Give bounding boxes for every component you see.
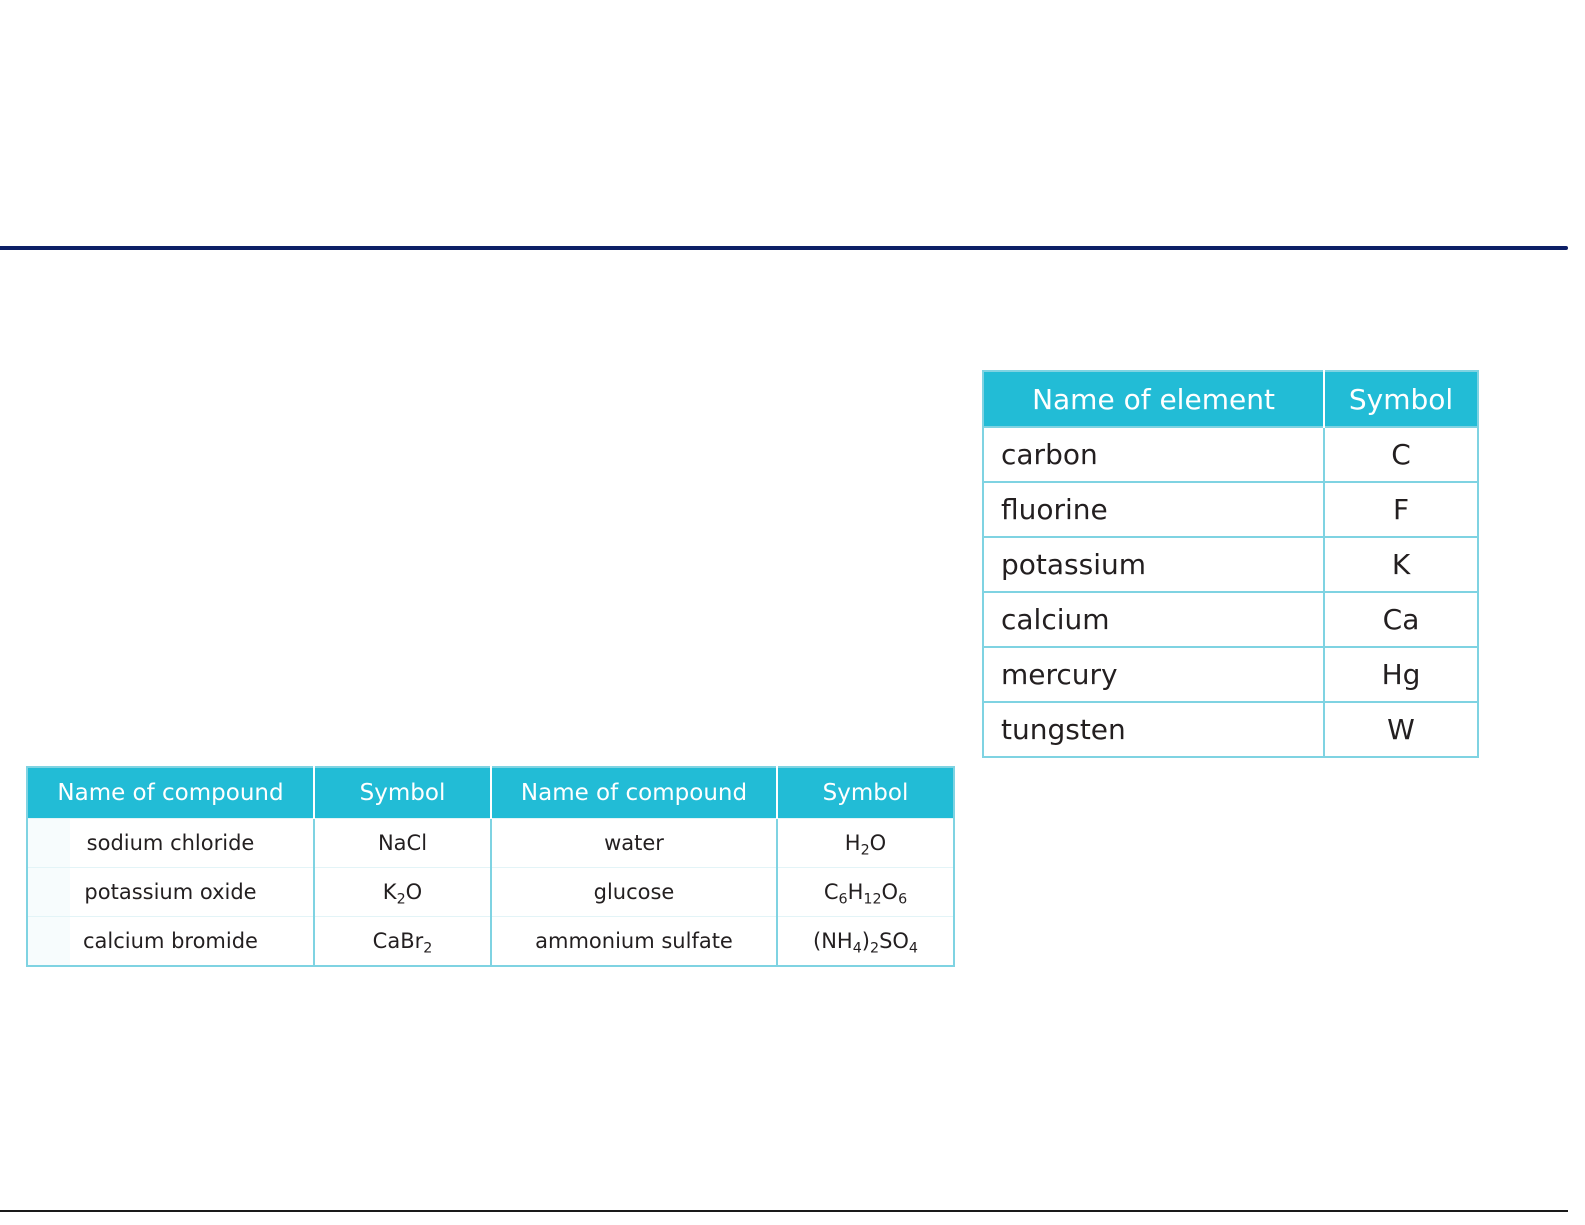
formula-part: K [382, 880, 397, 904]
element-symbol: K [1324, 537, 1478, 592]
formula-subscript: 2 [860, 842, 870, 859]
header-name-of-compound: Name of compound [491, 767, 777, 819]
element-name: calcium [983, 592, 1324, 647]
formula-part: H [844, 831, 861, 855]
compound-name: water [491, 819, 777, 868]
table-row [983, 702, 1478, 757]
table-row [983, 647, 1478, 702]
header-symbol: Symbol [1324, 371, 1478, 427]
compound-formula [314, 868, 491, 917]
header-rule [0, 246, 1568, 250]
formula-part: O [405, 880, 423, 904]
formula-subscript: 4 [908, 940, 918, 957]
table-row [983, 482, 1478, 537]
formula-subscript: 6 [838, 891, 848, 908]
table-row [983, 537, 1478, 592]
compound-formula [777, 868, 954, 917]
table-row [983, 592, 1478, 647]
table-row [983, 427, 1478, 482]
formula-part: O [869, 831, 887, 855]
compound-name: glucose [491, 868, 777, 917]
element-symbol: C [1324, 427, 1478, 482]
formula-part: H [847, 880, 864, 904]
formula-part: C [823, 880, 839, 904]
element-symbol: Ca [1324, 592, 1478, 647]
element-name: tungsten [983, 702, 1324, 757]
element-name: carbon [983, 427, 1324, 482]
compound-name: sodium chloride [27, 819, 314, 868]
element-name: fluorine [983, 482, 1324, 537]
elements-header-row [983, 371, 1478, 427]
formula-subscript: 2 [396, 891, 406, 908]
table-row [27, 917, 954, 967]
element-symbol: Hg [1324, 647, 1478, 702]
header-symbol: Symbol [314, 767, 491, 819]
compound-name: calcium bromide [27, 917, 314, 967]
formula-part: O [881, 880, 899, 904]
compound-formula [777, 917, 954, 967]
formula-subscript: 12 [863, 891, 882, 908]
header-symbol: Symbol [777, 767, 954, 819]
formula-part: (NH [813, 929, 853, 953]
header-name-of-element: Name of element [983, 371, 1324, 427]
compounds-table [26, 766, 955, 967]
header-name-of-compound: Name of compound [27, 767, 314, 819]
element-symbol: W [1324, 702, 1478, 757]
formula-subscript: 4 [852, 940, 862, 957]
compounds-header-row [27, 767, 954, 819]
formula-part: SO [879, 929, 909, 953]
table-row [27, 819, 954, 868]
element-symbol: F [1324, 482, 1478, 537]
compound-name: potassium oxide [27, 868, 314, 917]
formula-part: CaBr [372, 929, 424, 953]
formula-subscript: 2 [423, 940, 433, 957]
compound-formula [777, 819, 954, 868]
compound-formula [314, 917, 491, 967]
formula-subscript: 2 [869, 940, 880, 957]
element-name: mercury [983, 647, 1324, 702]
formula-part: ) [861, 929, 870, 953]
compound-name: ammonium sulfate [491, 917, 777, 967]
table-row [27, 868, 954, 917]
formula-part: NaCl [377, 831, 428, 855]
footer-rule [0, 1210, 1568, 1212]
element-name: potassium [983, 537, 1324, 592]
elements-table [982, 370, 1479, 758]
compound-formula [314, 819, 491, 868]
formula-subscript: 6 [898, 891, 908, 908]
